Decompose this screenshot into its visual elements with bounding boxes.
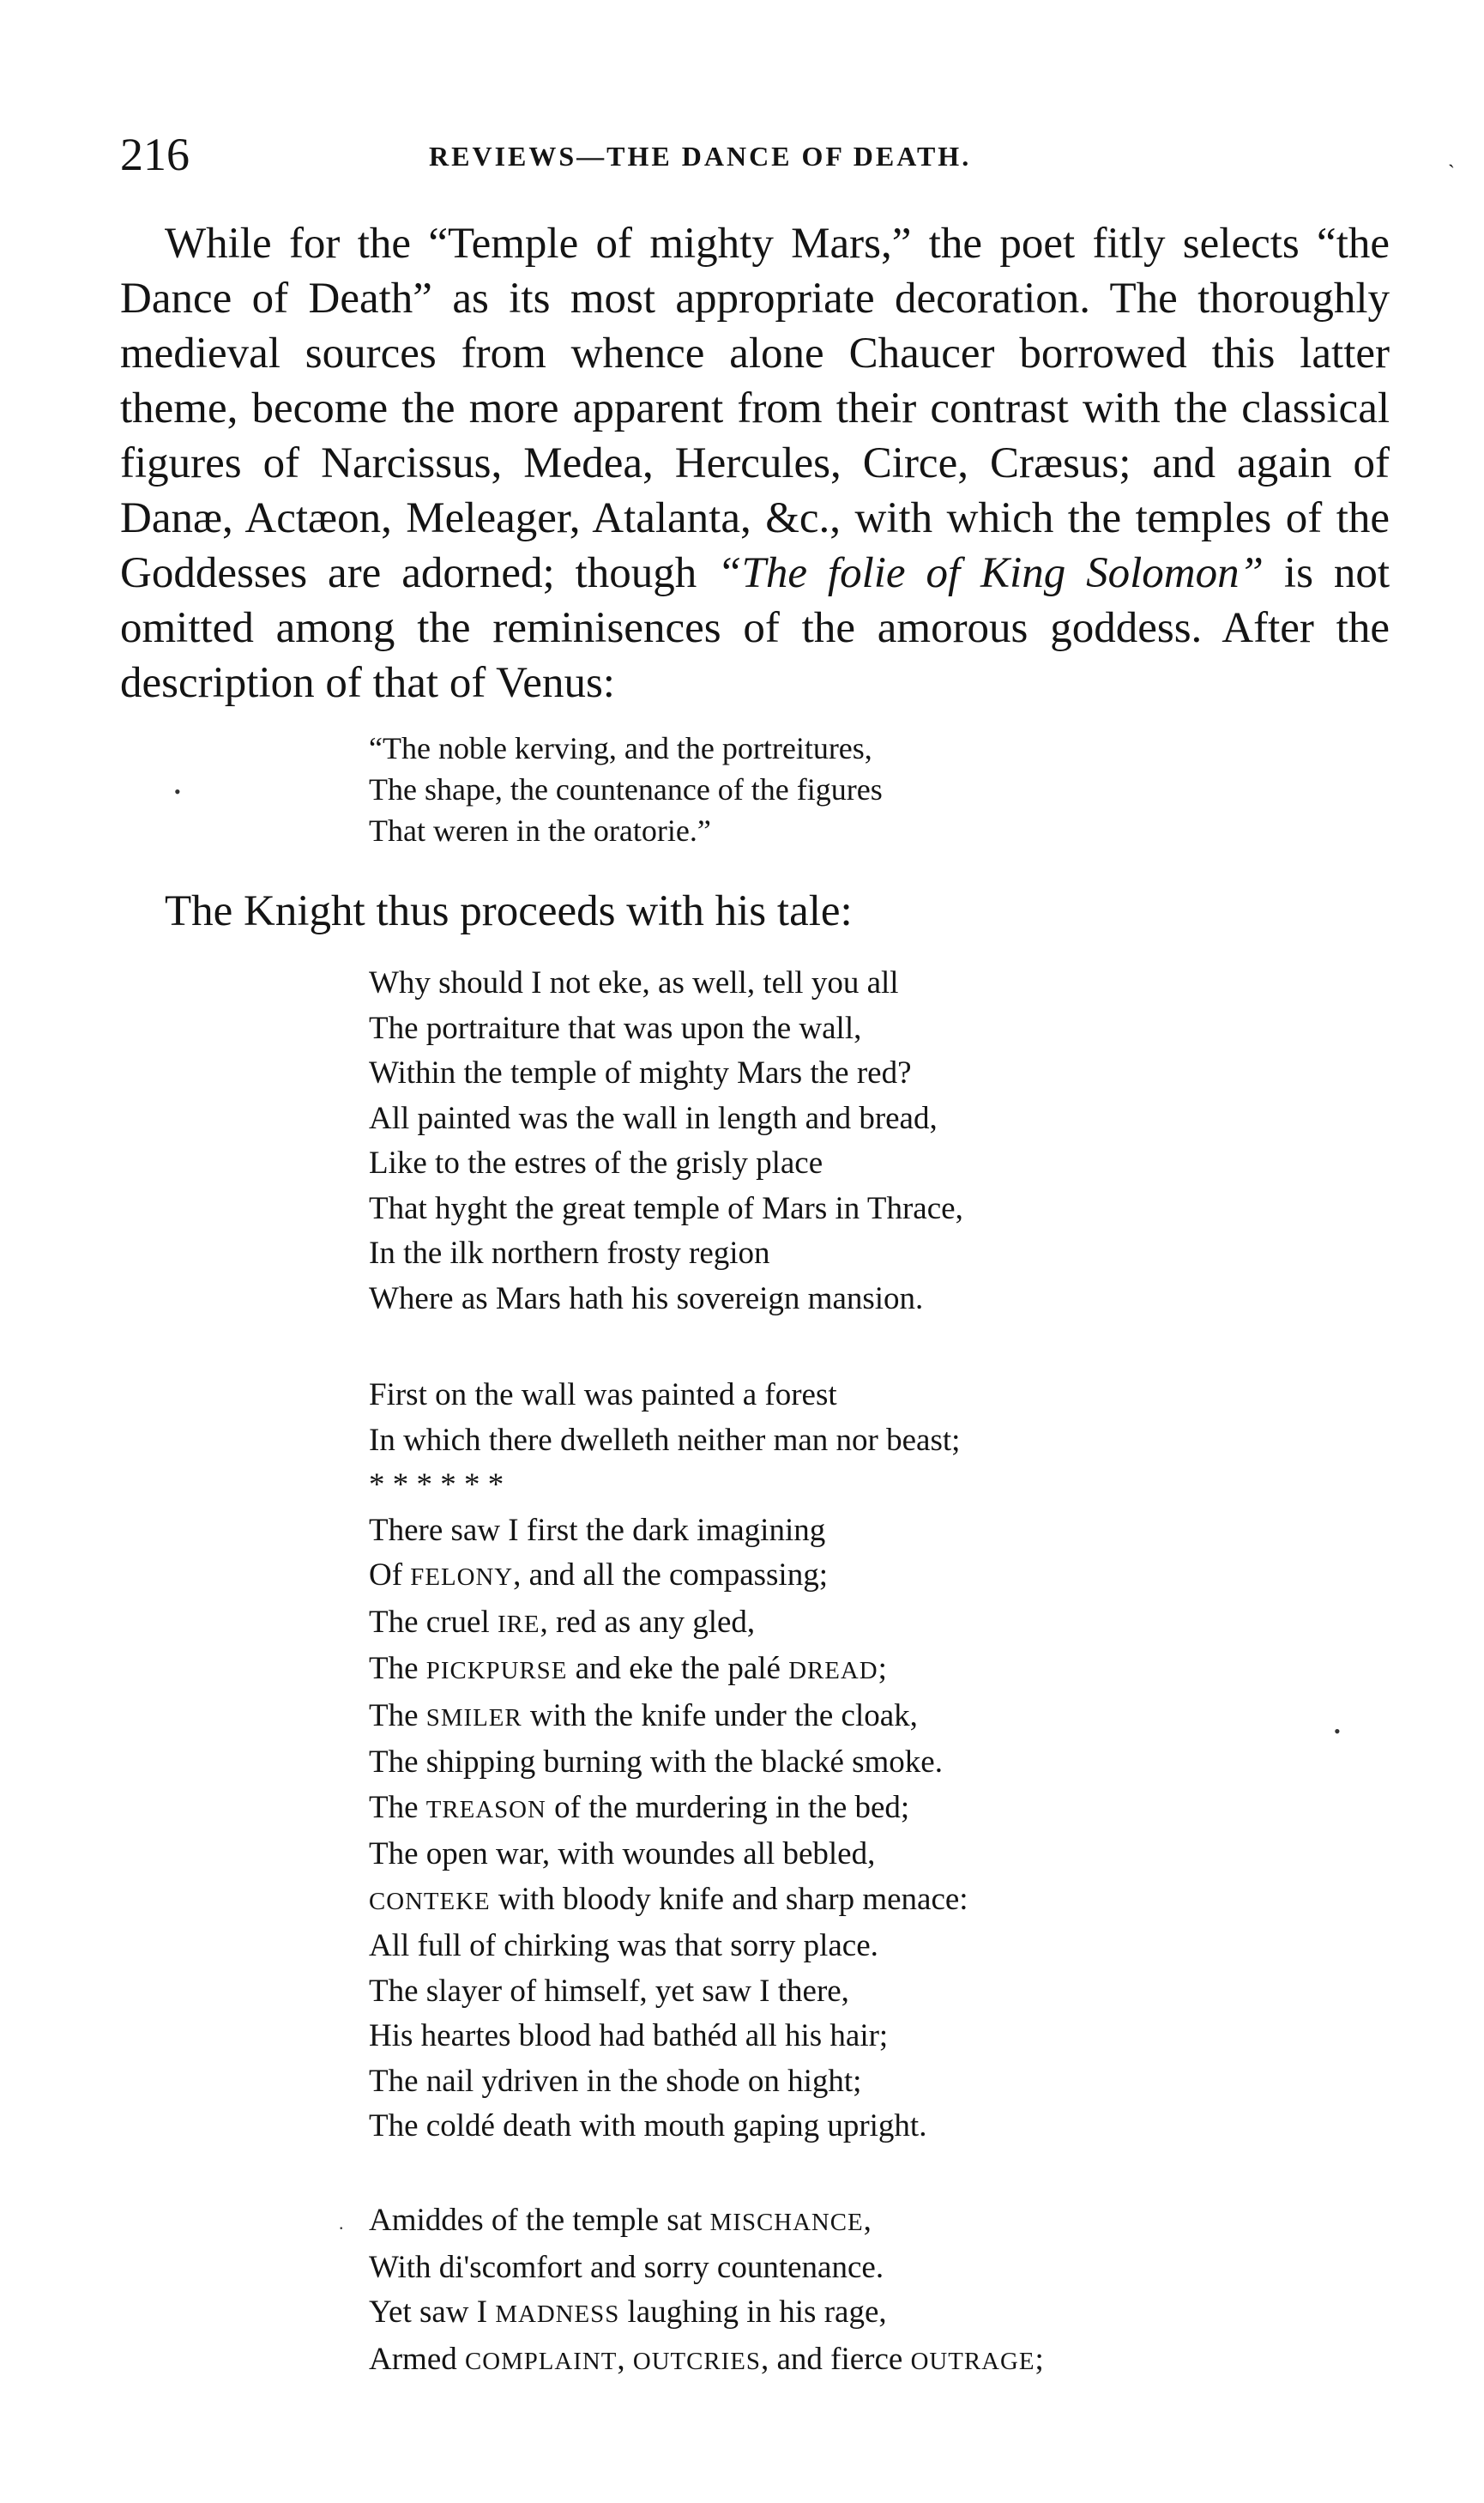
verse-line: Within the temple of mighty Mars the red? <box>369 1055 912 1091</box>
page-header <box>0 129 1484 180</box>
prose-paragraph <box>120 216 1390 710</box>
verse-line: All full of chirking was that sorry place. <box>369 1928 878 1963</box>
verse-line: Like to the estres of the grisly place <box>369 1146 823 1181</box>
quote-line: That weren in the oratorie.” <box>369 813 711 848</box>
personification: PICKPURSE <box>425 1657 568 1684</box>
running-head: REVIEWS—THE DANCE OF DEATH. <box>429 141 972 172</box>
page-number: 216 <box>120 129 190 180</box>
verse-text: , and all the compassing; <box>513 1557 828 1593</box>
block-quote <box>369 728 1141 851</box>
verse-line: The nail ydriven in the shode on hight; <box>369 2063 862 2099</box>
personification: OUTRAGE <box>910 2347 1035 2375</box>
verse-line: With di'scomfort and sorry countenance. <box>369 2249 884 2285</box>
verse-line: The portraiture that was upon the wall, <box>369 1010 862 1046</box>
verse-text: Yet saw I <box>369 2294 496 2330</box>
personification: MISCHANCE <box>709 2209 864 2236</box>
transition-sentence: The Knight thus proceeds with his tale: <box>165 887 853 935</box>
verse-text: The cruel <box>369 1604 498 1640</box>
ellipsis-asterisks: * * * * * * <box>369 1467 504 1502</box>
verse-line: In the ilk northern frosty region <box>369 1236 770 1271</box>
verse-text: Armed <box>369 2341 465 2377</box>
verse-line: All painted was the wall in length and bread, <box>369 1100 938 1136</box>
verse-line: The open war, with woundes all bebled, <box>369 1836 876 1871</box>
verse-line <box>369 1600 1227 1648</box>
verse-line <box>369 2337 1227 2385</box>
verse-line: Where as Mars hath his sovereign mansion. <box>369 1280 924 1316</box>
verse-line <box>369 1786 1227 1833</box>
verse-line: The shipping burning with the blacké smoke. <box>369 1744 943 1780</box>
verse-line <box>369 1553 1227 1600</box>
verse-stanza-3 <box>369 2198 1227 2384</box>
verse-line: That hyght the great temple of Mars in Thrace, <box>369 1190 963 1226</box>
verse-text: , and fierce <box>760 2341 911 2377</box>
personification: DREAD <box>788 1657 878 1684</box>
stray-mark: ˎ <box>1448 146 1455 168</box>
verse-text: , red as any gled, <box>540 1604 756 1640</box>
verse-text: laughing in his rage, <box>619 2294 887 2330</box>
personification: OUTCRIES <box>632 2347 761 2375</box>
verse-line <box>369 2290 1227 2337</box>
verse-line <box>369 1647 1227 1694</box>
verse-text: Amiddes of the temple sat <box>369 2203 710 2238</box>
verse-text: The <box>369 1651 426 1686</box>
verse-line: The slayer of himself, yet saw I there, <box>369 1973 849 2009</box>
verse-stanza-1 <box>369 961 1227 1321</box>
paragraph-1-italic-title: “The folie of King Solomon” <box>717 549 1264 597</box>
personification: CONTEKE <box>369 1887 491 1915</box>
verse-line: The coldé death with mouth gaping upright. <box>369 2108 927 2143</box>
personification: COMPLAINT <box>465 2347 618 2375</box>
verse-text: with the knife under the cloak, <box>522 1697 918 1733</box>
verse-text: Of <box>369 1557 411 1593</box>
print-speck: • <box>174 781 181 802</box>
verse-text: ; <box>1035 2341 1044 2377</box>
verse-text: , <box>863 2203 872 2238</box>
verse-stanza-2 <box>369 1373 1227 2149</box>
verse-text: of the murdering in the bed; <box>546 1789 910 1825</box>
verse-line: In which there dwelleth neither man nor beast; <box>369 1422 961 1458</box>
personification: MADNESS <box>495 2300 620 2328</box>
verse-text: The <box>369 1697 426 1733</box>
verse-line: His heartes blood had bathéd all his hair; <box>369 2018 889 2053</box>
personification: SMILER <box>425 1703 522 1732</box>
verse-text: , <box>617 2341 633 2377</box>
personification: TREASON <box>425 1795 546 1823</box>
verse-line: Why should I not eke, as well, tell you all <box>369 965 899 1001</box>
print-speck: . <box>339 2212 344 2234</box>
quote-line: “The noble kerving, and the portreitures, <box>369 731 872 765</box>
verse-text: with bloody knife and sharp menace: <box>490 1881 968 1917</box>
verse-text: The <box>369 1789 426 1825</box>
paragraph-1-text-a: While for the “Temple of mighty Mars,” the poet fitly selects “the Dance of Death” as its most appropriate decoration. The thoroughly medieval sources from whence alone Chaucer borrowed this latter theme, become the more apparent from their contrast with the classical figures of Narcissus, Medea, Hercules, Circe, Cræsus; and again of Danæ, Actæon, Meleager, Atalanta, &c., with which the temples of the Goddesses are adorned; though <box>120 220 1390 597</box>
quote-line: The shape, the countenance of the figures <box>369 772 883 807</box>
personification: IRE <box>497 1610 540 1638</box>
verse-line <box>369 1877 1227 1925</box>
paragraph-1 <box>120 216 1390 710</box>
verse-line: There saw I first the dark imagining <box>369 1512 826 1548</box>
paragraph-1-text-b: is not omitted among the reminisences of the amorous goddess. After the description of that of Venus: <box>120 549 1390 707</box>
verse-line: First on the wall was painted a forest <box>369 1377 837 1412</box>
verse-text: ; <box>878 1651 887 1686</box>
verse-text: and eke the palé <box>567 1651 789 1686</box>
personification: FELONY <box>410 1563 514 1591</box>
verse-line <box>369 1694 1227 1741</box>
print-speck: • <box>1334 1720 1341 1742</box>
verse-line <box>369 2198 1227 2246</box>
